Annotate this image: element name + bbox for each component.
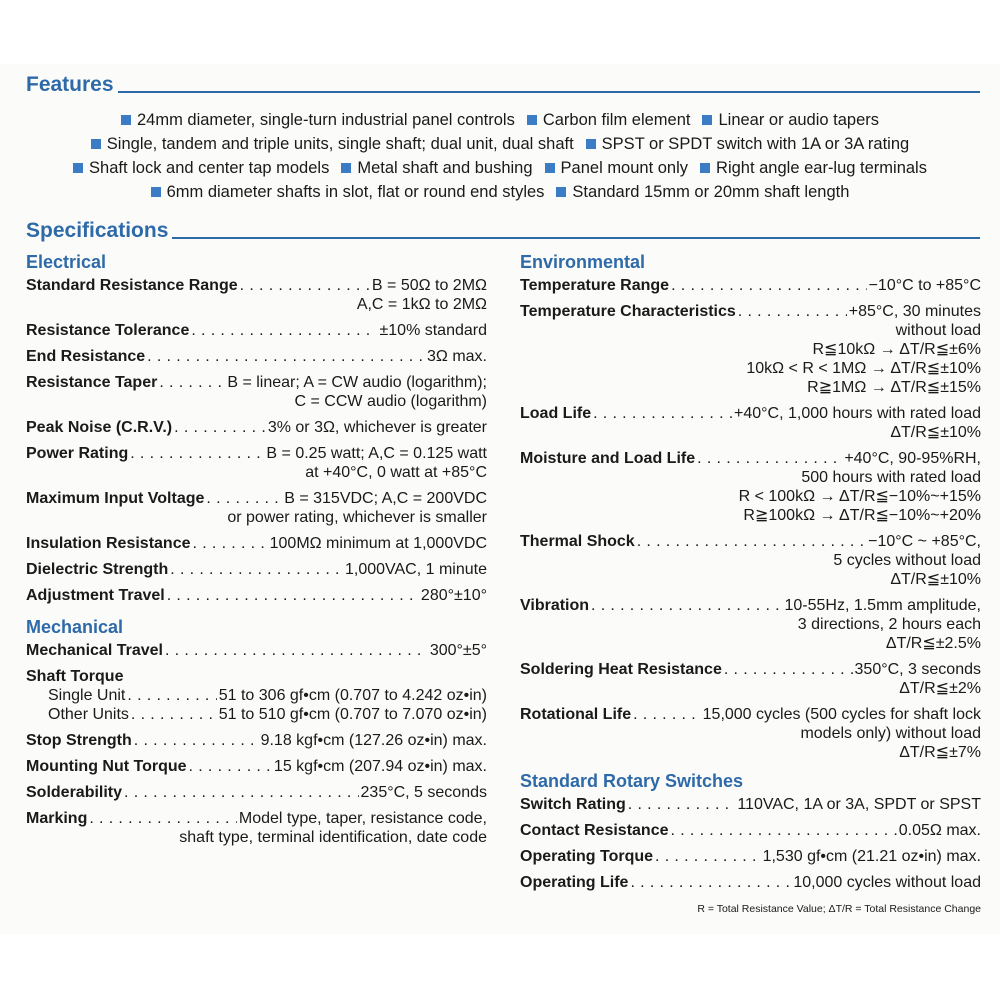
spec-value: 1,000VAC, 1 minute <box>344 561 487 578</box>
features-list <box>0 108 1000 204</box>
spec-label: Switch Rating <box>520 796 626 813</box>
spec-value-continued: 5 cycles without load <box>833 552 981 569</box>
feature-text: Standard 15mm or 20mm shaft length <box>572 183 850 201</box>
square-bullet-icon <box>586 139 596 149</box>
spec-row <box>26 809 487 847</box>
mechanical-heading: Mechanical <box>26 617 124 637</box>
spec-label: Solderability <box>26 784 123 801</box>
feature-line <box>0 108 1000 132</box>
spec-value-continued: C = CCW audio (logarithm) <box>294 393 487 410</box>
dot-leader <box>628 795 736 814</box>
spec-label: Power Rating <box>26 445 129 462</box>
electrical-specs <box>26 276 487 605</box>
shaft-torque-group <box>26 667 487 724</box>
spec-row-main <box>520 660 981 679</box>
spec-value: 0.05Ω max. <box>898 822 981 839</box>
dot-leader <box>174 418 266 437</box>
spec-value-continued: R≧100kΩ → ΔT/R≦−10%~+20% <box>743 507 981 524</box>
spec-label: Mechanical Travel <box>26 642 163 659</box>
electrical-heading: Electrical <box>26 252 107 272</box>
spec-label: Dielectric Strength <box>26 561 169 578</box>
feature-text: Right angle ear-lug terminals <box>716 159 927 177</box>
spec-subrow <box>26 686 487 705</box>
mechanical-specs <box>26 731 487 847</box>
spec-row-main <box>520 449 981 468</box>
spec-value: −10°C ~ +85°C, <box>868 533 981 550</box>
spec-label: Rotational Life <box>520 706 632 723</box>
spec-row-main <box>520 532 981 551</box>
square-bullet-icon <box>151 187 161 197</box>
square-bullet-icon <box>545 163 555 173</box>
spec-row <box>26 586 487 605</box>
dot-leader <box>724 660 853 679</box>
spec-row <box>26 731 487 750</box>
dot-leader <box>630 873 791 892</box>
dot-leader <box>671 821 897 840</box>
spec-label: Peak Noise (C.R.V.) <box>26 419 173 436</box>
spec-row <box>26 444 487 482</box>
spec-row-main <box>520 873 981 892</box>
dot-leader <box>165 641 428 660</box>
dot-leader <box>170 560 343 579</box>
spec-value-continued: ΔT/R≦±10% <box>890 424 981 441</box>
dot-leader <box>147 347 425 366</box>
spec-row-main <box>26 783 487 802</box>
spec-value: B = 315VDC; A,C = 200VDC <box>284 490 487 507</box>
spec-row-main <box>520 795 981 814</box>
left-column <box>26 250 487 854</box>
spec-value: 110VAC, 1A or 3A, SPDT or SPST <box>737 796 981 813</box>
spec-row-main <box>26 276 487 295</box>
spec-value: 10,000 cycles without load <box>793 874 981 891</box>
spec-row-main <box>26 757 487 776</box>
spec-value-continued: at +40°C, 0 watt at +85°C <box>305 464 487 481</box>
spec-value: 10-55Hz, 1.5mm amplitude, <box>784 597 981 614</box>
feature-text: Carbon film element <box>542 111 691 129</box>
spec-value: 15 kgf•cm (207.94 oz•in) max. <box>273 758 487 775</box>
dot-leader <box>697 449 842 468</box>
spec-sublabel: Other Units <box>48 706 129 723</box>
feature-item <box>545 156 689 180</box>
spec-row-main <box>26 560 487 579</box>
feature-line <box>0 180 1000 204</box>
spec-row-main <box>520 276 981 295</box>
dot-leader <box>206 489 282 508</box>
spec-value: ±10% standard <box>379 322 487 339</box>
spec-value-continued: or power rating, whichever is smaller <box>227 509 487 526</box>
square-bullet-icon <box>702 115 712 125</box>
spec-value-continued: 500 hours with rated load <box>801 469 981 486</box>
spec-row-main <box>26 373 487 392</box>
spec-label: Maximum Input Voltage <box>26 490 205 507</box>
spec-value: 100MΩ minimum at 1,000VDC <box>269 535 487 552</box>
spec-label: Shaft Torque <box>26 668 124 685</box>
spec-value-continued: without load <box>895 322 981 339</box>
right-column <box>520 250 981 899</box>
spec-value: B = linear; A = CW audio (logarithm); <box>227 374 487 391</box>
feature-line <box>0 132 1000 156</box>
dot-leader <box>240 276 370 295</box>
feature-item <box>151 180 545 204</box>
spec-value-continued: A,C = 1kΩ to 2MΩ <box>356 296 487 313</box>
spec-row <box>26 560 487 579</box>
spec-row <box>26 347 487 366</box>
specifications-title <box>26 218 980 242</box>
environmental-specs <box>520 276 981 762</box>
spec-row-main <box>26 809 487 828</box>
features-rule <box>118 91 980 93</box>
spec-label: Resistance Taper <box>26 374 158 391</box>
square-bullet-icon <box>700 163 710 173</box>
spec-row-main <box>26 586 487 605</box>
spec-row-main <box>26 321 487 340</box>
spec-value: Model type, taper, resistance code, <box>238 810 487 827</box>
spec-row <box>26 373 487 411</box>
square-bullet-icon <box>73 163 83 173</box>
spec-row-main <box>520 302 981 321</box>
spec-row <box>26 276 487 314</box>
spec-label: Temperature Characteristics <box>520 303 736 320</box>
feature-item <box>341 156 532 180</box>
spec-label: Thermal Shock <box>520 533 635 550</box>
spec-value: 3% or 3Ω, whichever is greater <box>267 419 487 436</box>
feature-item <box>700 156 927 180</box>
spec-row <box>520 302 981 397</box>
spec-row <box>520 404 981 442</box>
spec-subrow <box>26 705 487 724</box>
spec-label: Vibration <box>520 597 590 614</box>
spec-label: Resistance Tolerance <box>26 322 190 339</box>
feature-text: Shaft lock and center tap models <box>89 159 330 177</box>
spec-label: Mounting Nut Torque <box>26 758 187 775</box>
spec-value: −10°C to +85°C <box>868 277 981 294</box>
square-bullet-icon <box>121 115 131 125</box>
spec-row-main <box>26 534 487 553</box>
spec-row-main <box>520 404 981 423</box>
dot-leader <box>127 686 216 705</box>
spec-value-continued: 10kΩ < R < 1MΩ → ΔT/R≦±10% <box>746 360 981 377</box>
dot-leader <box>591 596 782 615</box>
dot-leader <box>134 731 259 750</box>
spec-row <box>520 449 981 525</box>
spec-row-main <box>520 596 981 615</box>
spec-label: Marking <box>26 810 88 827</box>
spec-value-continued: models only) without load <box>800 725 981 742</box>
feature-text: Metal shaft and bushing <box>357 159 533 177</box>
spec-sublabel: Single Unit <box>48 687 126 704</box>
spec-value-continued: ΔT/R≦±2.5% <box>885 635 981 652</box>
feature-item <box>586 132 910 156</box>
spec-row-main <box>520 847 981 866</box>
spec-value-continued: 3 directions, 2 hours each <box>797 616 981 633</box>
spec-value: 51 to 510 gf•cm (0.707 to 7.070 oz•in) <box>218 706 487 723</box>
switches-heading: Standard Rotary Switches <box>520 771 744 791</box>
dot-leader <box>593 404 732 423</box>
spec-row <box>26 418 487 437</box>
feature-text: Linear or audio tapers <box>718 111 880 129</box>
feature-item <box>73 156 329 180</box>
spec-row-main <box>520 705 981 724</box>
spec-row-main <box>26 489 487 508</box>
spec-value: 1,530 gf•cm (21.21 oz•in) max. <box>762 848 981 865</box>
spec-value-continued: ΔT/R≦±7% <box>899 744 981 761</box>
spec-row-main <box>26 444 487 463</box>
spec-row-main <box>26 347 487 366</box>
spec-row <box>520 795 981 814</box>
spec-row <box>520 532 981 589</box>
spec-row <box>520 705 981 762</box>
spec-row-main <box>520 821 981 840</box>
spec-label: Contact Resistance <box>520 822 669 839</box>
spec-row <box>26 534 487 553</box>
specifications-rule <box>172 237 980 239</box>
feature-item <box>121 108 515 132</box>
spec-label: Temperature Range <box>520 277 670 294</box>
spec-value-continued: R < 100kΩ → ΔT/R≦−10%~+15% <box>738 488 981 505</box>
spec-row <box>26 757 487 776</box>
spec-label: Moisture and Load Life <box>520 450 696 467</box>
dot-leader <box>738 302 847 321</box>
dot-leader <box>159 373 225 392</box>
feature-text: 24mm diameter, single-turn industrial panel controls <box>136 111 515 129</box>
spec-value-continued: R≦10kΩ → ΔT/R≦±6% <box>812 341 981 358</box>
spec-row <box>520 660 981 698</box>
spec-label: Load Life <box>520 405 592 422</box>
footnote: R = Total Resistance Value; ΔT/R = Total Resistance Change <box>697 903 981 915</box>
dot-leader <box>671 276 867 295</box>
dot-leader <box>89 809 237 828</box>
feature-text: SPST or SPDT switch with 1A or 3A rating <box>601 135 910 153</box>
spec-label: Operating Torque <box>520 848 654 865</box>
spec-label: Operating Life <box>520 874 629 891</box>
spec-value-continued: ΔT/R≦±10% <box>890 571 981 588</box>
feature-text: Panel mount only <box>560 159 689 177</box>
square-bullet-icon <box>341 163 351 173</box>
spec-row <box>26 489 487 527</box>
spec-label: Adjustment Travel <box>26 587 165 604</box>
environmental-heading: Environmental <box>520 252 646 272</box>
dot-leader <box>130 444 264 463</box>
feature-item <box>527 108 691 132</box>
dot-leader <box>655 847 761 866</box>
spec-row <box>26 783 487 802</box>
spec-label: Insulation Resistance <box>26 535 191 552</box>
spec-value-continued: R≧1MΩ → ΔT/R≦±15% <box>807 379 981 396</box>
spec-label: End Resistance <box>26 348 146 365</box>
spec-value: 300°±5° <box>429 642 487 659</box>
spec-row <box>520 847 981 866</box>
spec-value: +40°C, 90-95%RH, <box>844 450 981 467</box>
dot-leader <box>189 757 272 776</box>
spec-value-continued: ΔT/R≦±2% <box>899 680 981 697</box>
spec-row <box>520 596 981 653</box>
spec-row <box>520 276 981 295</box>
square-bullet-icon <box>527 115 537 125</box>
switch-specs <box>520 795 981 892</box>
spec-value: 280°±10° <box>420 587 487 604</box>
spec-value: 3Ω max. <box>427 348 487 365</box>
spec-value: 51 to 306 gf•cm (0.707 to 4.242 oz•in) <box>218 687 487 704</box>
feature-item <box>556 180 849 204</box>
features-title <box>26 72 980 96</box>
dot-leader <box>633 705 701 724</box>
square-bullet-icon <box>556 187 566 197</box>
dot-leader <box>167 586 419 605</box>
spec-value: 9.18 kgf•cm (127.26 oz•in) max. <box>260 732 487 749</box>
spec-row <box>26 321 487 340</box>
spec-label: Standard Resistance Range <box>26 277 238 294</box>
spec-row <box>520 873 981 892</box>
spec-value: +40°C, 1,000 hours with rated load <box>734 405 981 422</box>
dot-leader <box>131 705 217 724</box>
dot-leader <box>193 534 268 553</box>
spec-row-main <box>26 418 487 437</box>
feature-line <box>0 156 1000 180</box>
features-heading: Features <box>26 73 114 96</box>
spec-value: 235°C, 5 seconds <box>360 784 487 801</box>
spec-value: 15,000 cycles (500 cycles for shaft lock <box>702 706 981 723</box>
dot-leader <box>637 532 866 551</box>
spec-row <box>26 641 487 660</box>
spec-value: B = 0.25 watt; A,C = 0.125 watt <box>266 445 487 462</box>
spec-value: B = 50Ω to 2MΩ <box>371 277 487 294</box>
square-bullet-icon <box>91 139 101 149</box>
dot-leader <box>124 783 358 802</box>
feature-item <box>91 132 574 156</box>
dot-leader <box>191 321 377 340</box>
spec-value-continued: shaft type, terminal identification, date code <box>179 829 487 846</box>
spec-label: Soldering Heat Resistance <box>520 661 722 678</box>
spec-row <box>520 821 981 840</box>
specifications-heading: Specifications <box>26 219 169 242</box>
spec-label: Stop Strength <box>26 732 132 749</box>
feature-item <box>702 108 879 132</box>
spec-value: 350°C, 3 seconds <box>854 661 981 678</box>
spec-row-main <box>26 731 487 750</box>
spec-value: +85°C, 30 minutes <box>848 303 981 320</box>
feature-text: Single, tandem and triple units, single shaft; dual unit, dual shaft <box>106 135 574 153</box>
feature-text: 6mm diameter shafts in slot, flat or round end styles <box>166 183 545 201</box>
